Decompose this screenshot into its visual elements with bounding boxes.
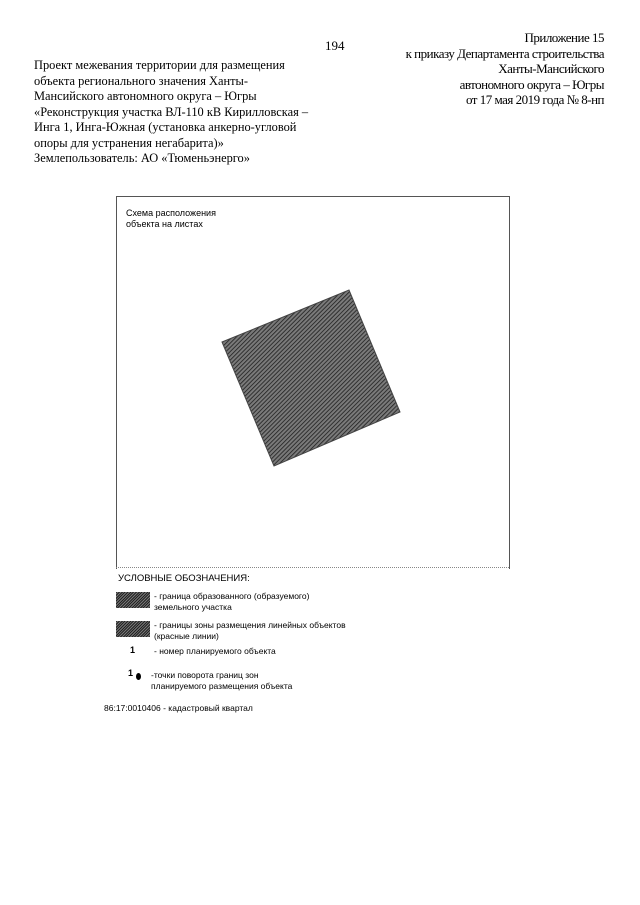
legend-boundary-line: земельного участка xyxy=(154,602,232,612)
project-line: Инга 1, Инга-Южная (установка анкерно-угловой xyxy=(34,120,297,134)
legend-point-sample: 1 xyxy=(128,668,134,678)
appendix-line: от 17 мая 2019 года № 8-нп xyxy=(465,92,604,107)
scheme-title-line: объекта на листах xyxy=(126,219,203,229)
legend-boundary-line: - граница образованного (образуемого) xyxy=(154,591,310,601)
cadastral-code: 86:17:0010406 xyxy=(104,703,161,713)
legend-boundary-text xyxy=(154,591,309,613)
legend-point-text xyxy=(151,670,292,692)
cadastral-desc: - кадастровый квартал xyxy=(163,703,253,713)
appendix-line: к приказу Департамента строительства xyxy=(405,45,604,61)
project-line: «Реконструкция участка ВЛ-110 кВ Кирилловская – xyxy=(34,104,309,119)
appendix-line: Ханты-Мансийского xyxy=(498,61,604,76)
legend-point-line: планируемого размещения объекта xyxy=(151,681,293,691)
legend-cadastral xyxy=(104,703,253,714)
legend-title: УСЛОВНЫЕ ОБОЗНАЧЕНИЯ: xyxy=(118,573,250,584)
legend-boundary-swatch xyxy=(116,592,150,608)
project-line: Проект межевания территории для размещения xyxy=(34,58,285,72)
appendix-line: Приложение 15 xyxy=(524,30,604,45)
project-line: Землепользователь: АО «Тюменьэнерго» xyxy=(34,151,250,165)
land-parcel xyxy=(222,290,400,466)
legend-number-sample: 1 xyxy=(130,645,136,655)
project-line: объекта регионального значения Ханты- xyxy=(34,73,248,88)
project-line: опоры для устранения негабарита)» xyxy=(34,135,224,150)
legend-point-line: -точки поворота границ зон xyxy=(151,670,259,680)
legend-zone-swatch xyxy=(116,621,150,637)
scheme-title-line: Схема расположения xyxy=(126,208,216,218)
turn-point-dot-icon xyxy=(136,673,141,680)
page-number: 194 xyxy=(325,38,345,53)
legend-number-desc: - номер планируемого объекта xyxy=(154,646,276,656)
legend-zone-line: - границы зоны размещения линейных объектов xyxy=(154,620,346,630)
legend-zone-text xyxy=(154,620,346,642)
legend-zone-line: (красные линии) xyxy=(154,631,219,641)
project-line: Мансийского автономного округа – Югры xyxy=(34,89,257,103)
appendix-line: автономного округа – Югры xyxy=(459,76,604,92)
